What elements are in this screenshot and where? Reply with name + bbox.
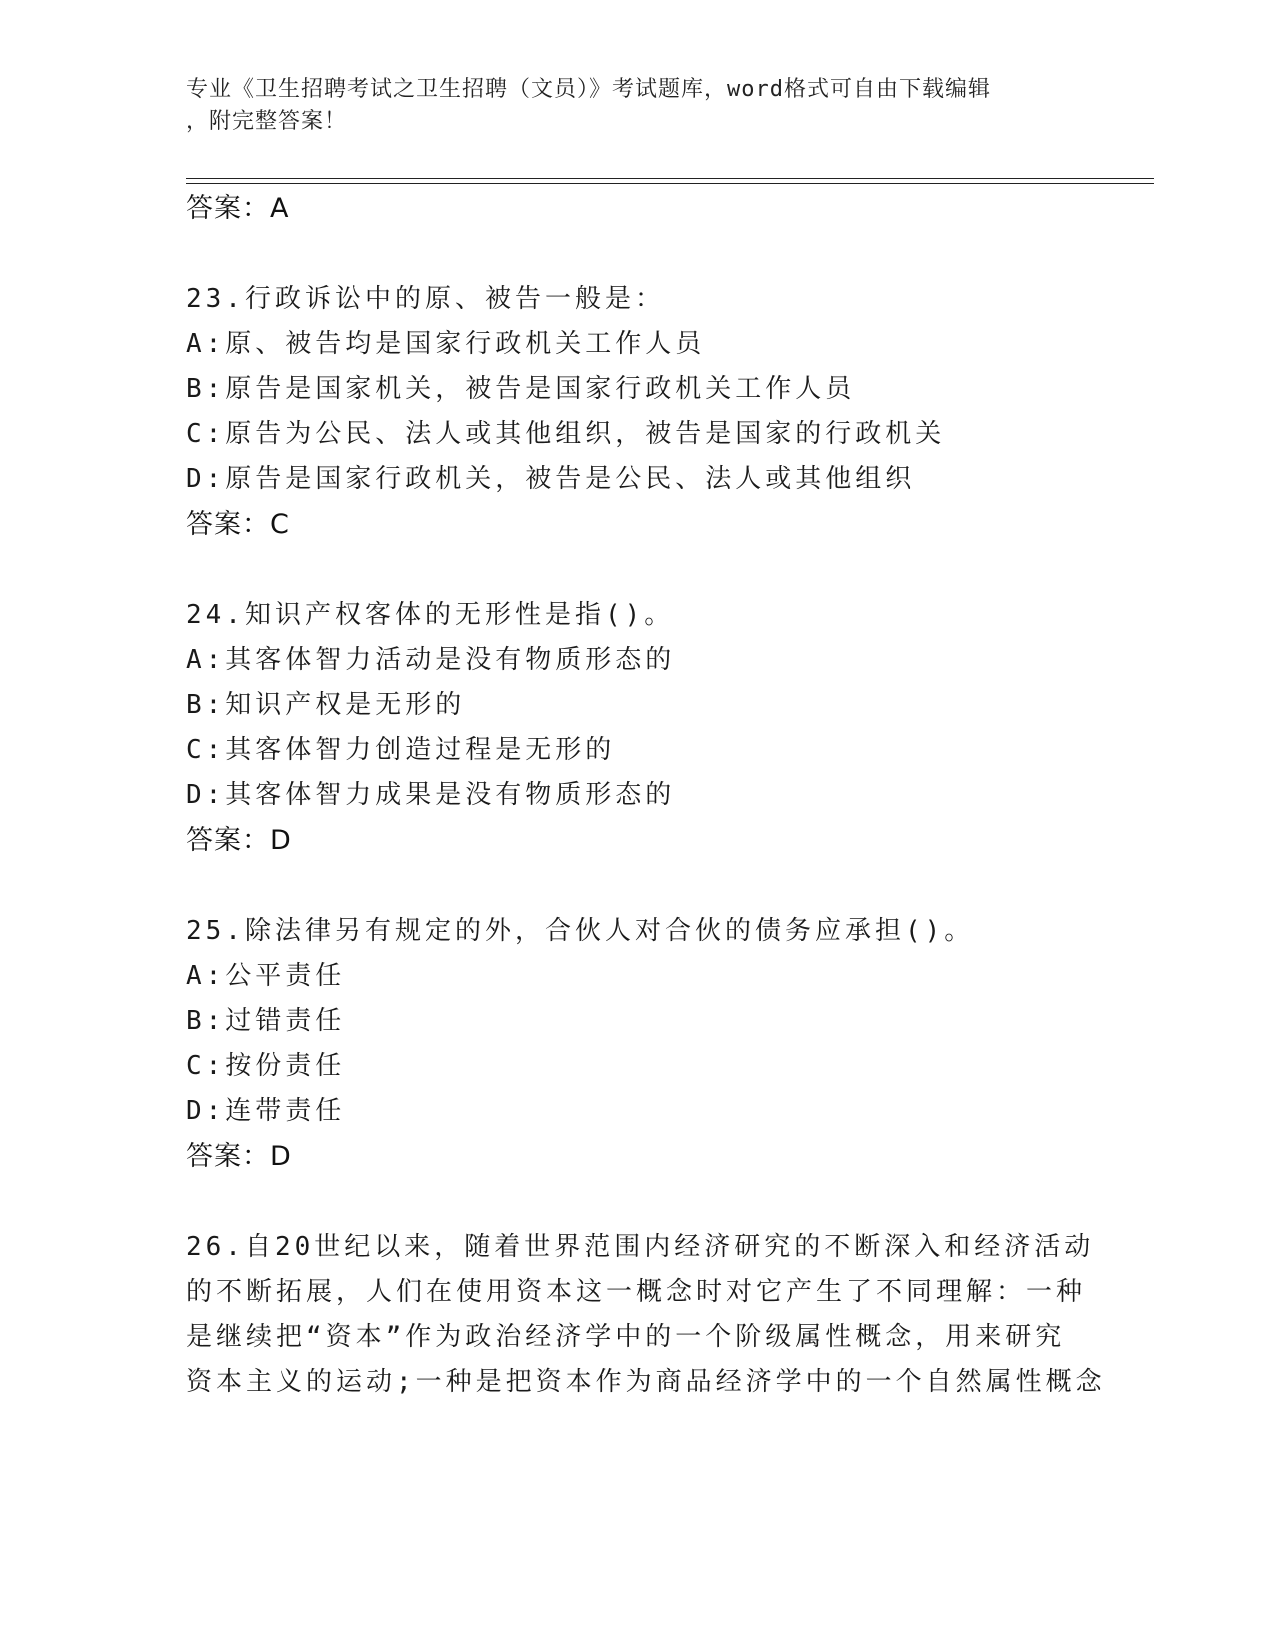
- question-text: 24.知识产权客体的无形性是指()。: [186, 600, 675, 630]
- answer: 答案：D: [186, 1141, 292, 1172]
- option-d: D:其客体智力成果是没有物质形态的: [186, 780, 676, 810]
- question-25: [186, 909, 1086, 1179]
- document-body: [186, 186, 1106, 1405]
- option-a: A:原、被告均是国家行政机关工作人员: [186, 329, 706, 359]
- header-title-line-1: 专业《卫生招聘考试之卫生招聘（文员）》考试题库，word格式可自由下载编辑: [186, 77, 991, 102]
- option-c: C:其客体智力创造过程是无形的: [186, 735, 616, 765]
- option-d: D:原告是国家行政机关，被告是公民、法人或其他组织: [186, 464, 916, 494]
- option-c: C:原告为公民、法人或其他组织，被告是国家的行政机关: [186, 419, 946, 449]
- question-text-line-3: 是继续把“资本”作为政治经济学中的一个阶级属性概念，用来研究: [186, 1322, 1066, 1352]
- answer: 答案：D: [186, 825, 292, 856]
- option-a: A:公平责任: [186, 961, 346, 991]
- option-d: D:连带责任: [186, 1096, 346, 1126]
- header-divider-bottom: [186, 183, 1154, 184]
- answer: 答案：C: [186, 509, 290, 540]
- question-text-line-1: 26.自20世纪以来，随着世界范围内经济研究的不断深入和经济活动: [186, 1232, 1095, 1262]
- answer-previous-question: 答案：A: [186, 193, 290, 224]
- header-divider-top: [186, 178, 1154, 179]
- question-text-line-4: 资本主义的运动;一种是把资本作为商品经济学中的一个自然属性概念: [186, 1367, 1106, 1397]
- page-header: [186, 74, 1066, 138]
- option-a: A:其客体智力活动是没有物质形态的: [186, 645, 676, 675]
- question-text: 25.除法律另有规定的外，合伙人对合伙的债务应承担()。: [186, 916, 975, 946]
- option-c: C:按份责任: [186, 1051, 346, 1081]
- question-26: [186, 1225, 1106, 1405]
- question-text-line-2: 的不断拓展，人们在使用资本这一概念时对它产生了不同理解：一种: [186, 1277, 1087, 1307]
- header-title-line-2: ，附完整答案！: [186, 109, 348, 134]
- option-b: B:过错责任: [186, 1006, 346, 1036]
- question-23: [186, 277, 1086, 547]
- option-b: B:知识产权是无形的: [186, 690, 466, 720]
- option-b: B:原告是国家机关，被告是国家行政机关工作人员: [186, 374, 856, 404]
- question-text: 23.行政诉讼中的原、被告一般是：: [186, 284, 665, 314]
- question-24: [186, 593, 1086, 863]
